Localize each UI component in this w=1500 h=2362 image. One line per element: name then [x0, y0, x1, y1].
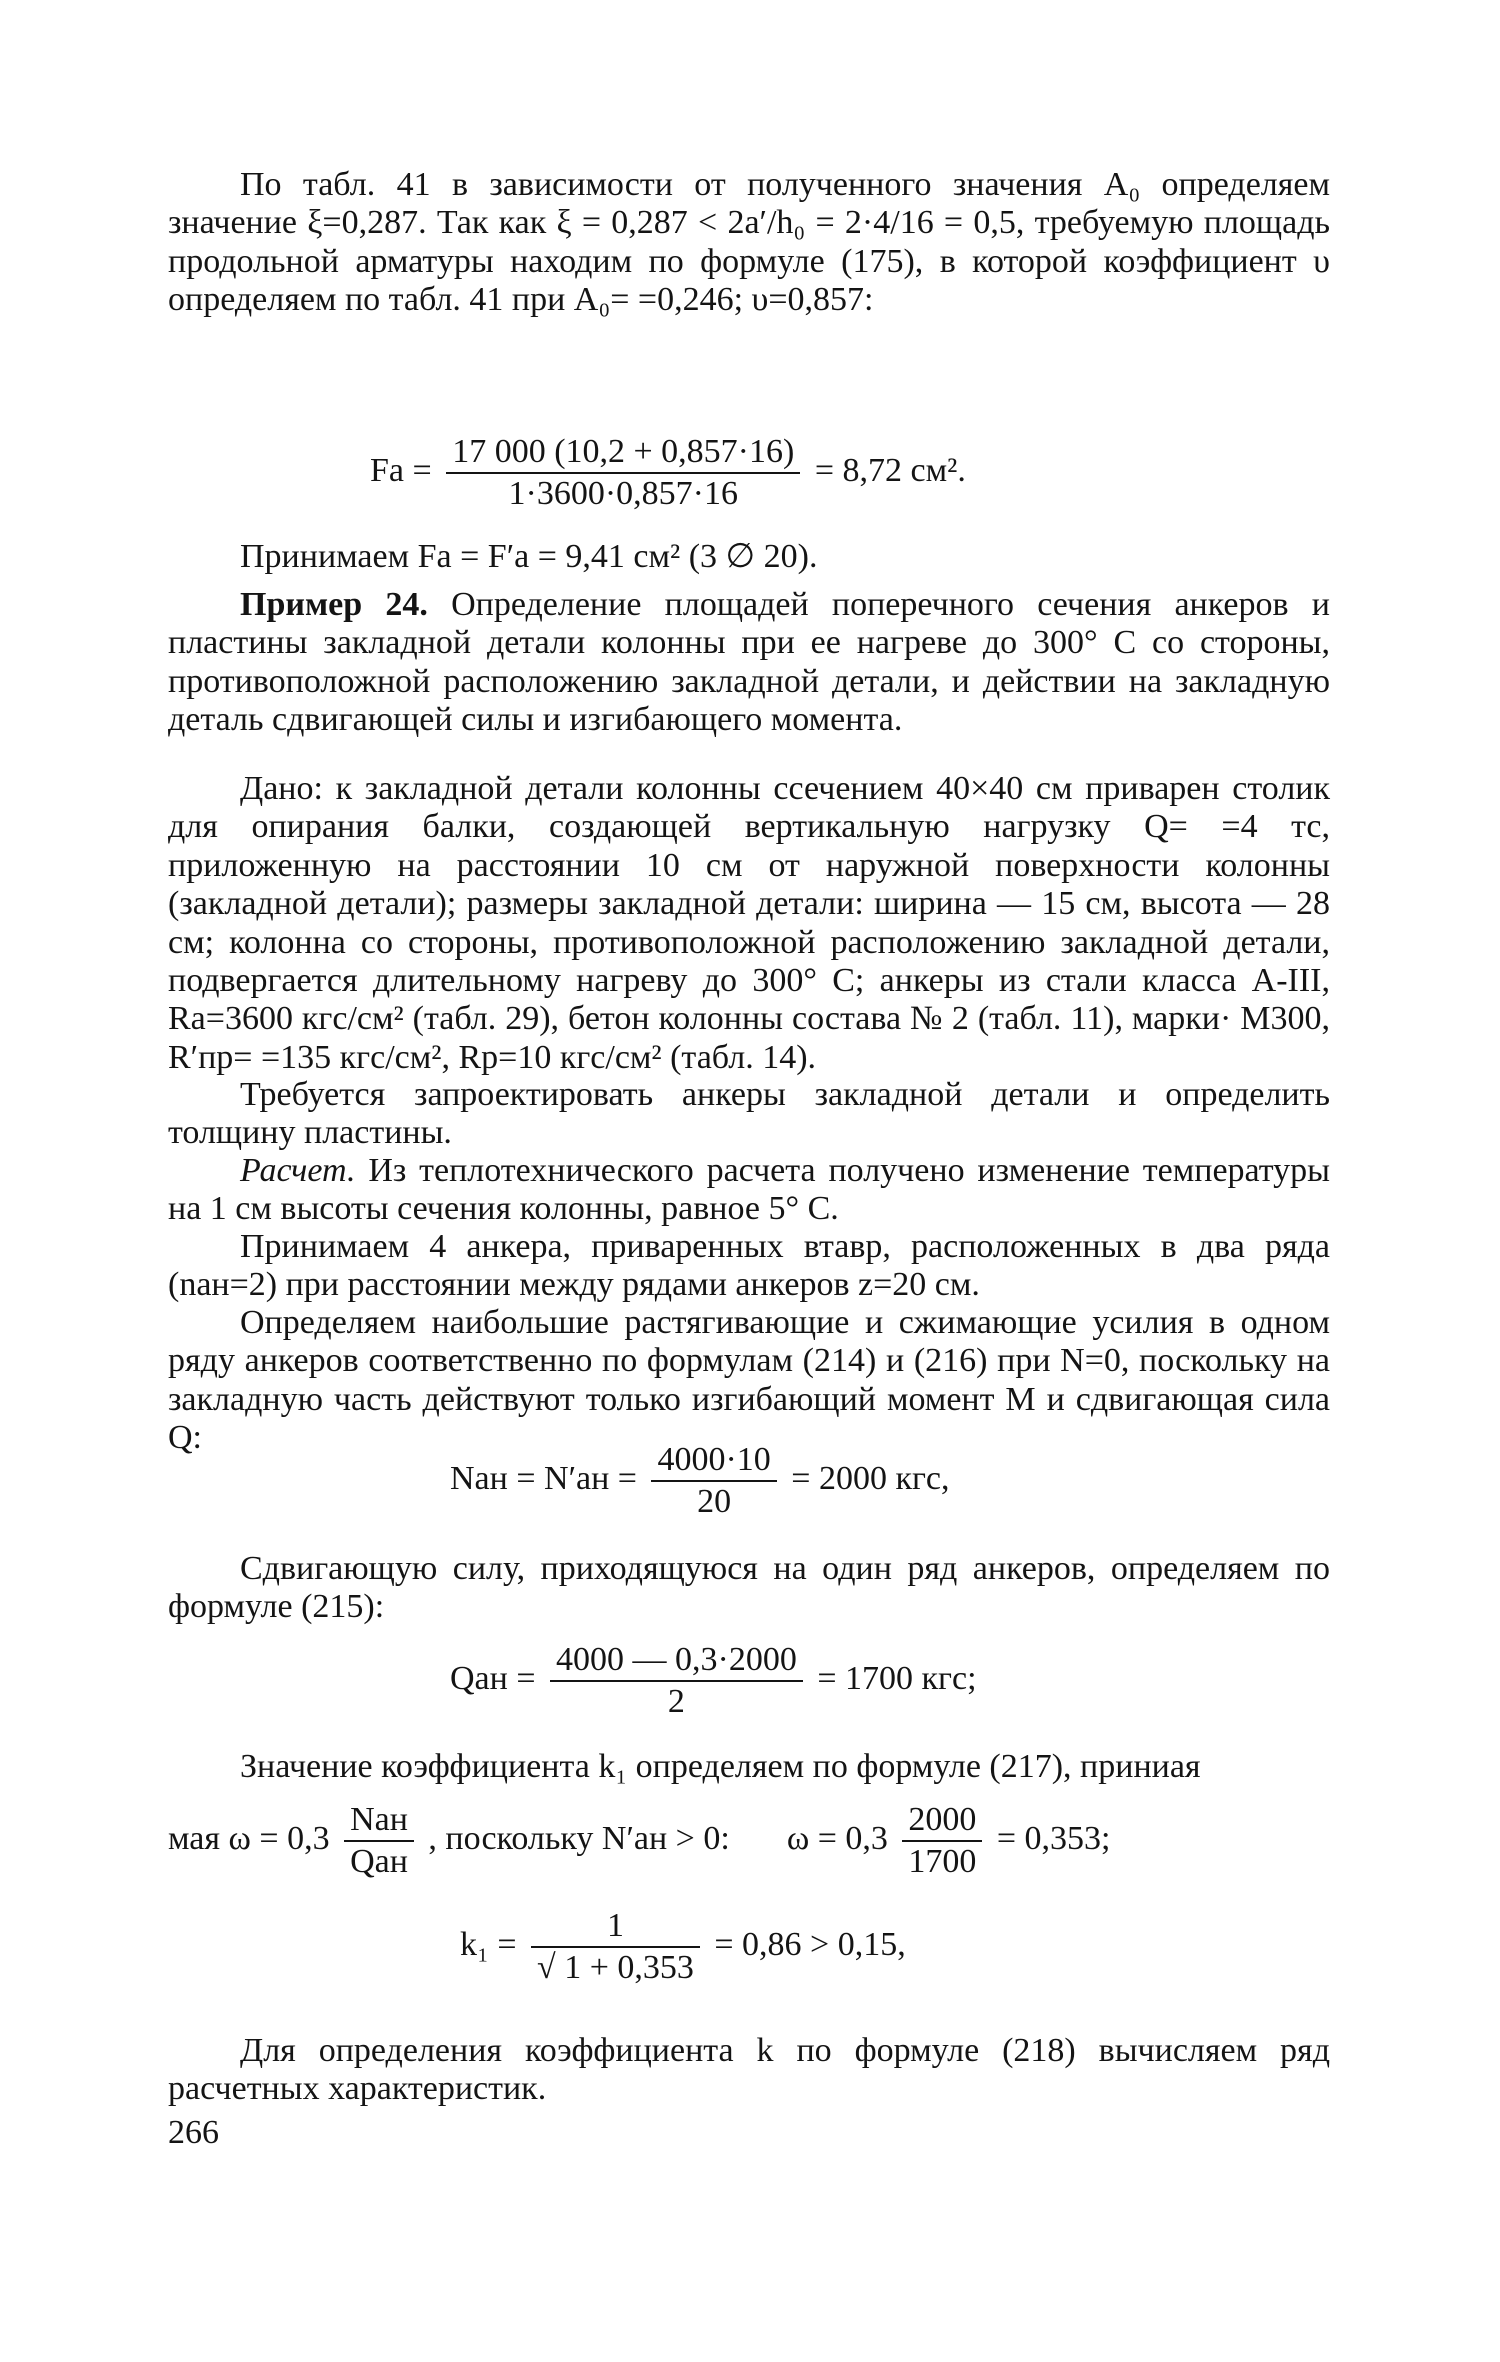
formula-k1-rhs: = 0,86 > 0,15, — [714, 1925, 906, 1963]
formula-k1-lhs: k₁ = — [460, 1925, 517, 1963]
formula-omega-denominator-2: 1700 — [908, 1843, 977, 1880]
paragraph-6 — [168, 1152, 1330, 1229]
formula-omega-rhs: = 0,353; — [996, 1819, 1111, 1857]
formula-omega-denominator-1: Qан — [350, 1843, 408, 1880]
paragraph-9: Сдвигающую силу, приходящуюся на один ряд анкеров, определяем по формуле (215): — [168, 1550, 1330, 1626]
formula-fa-lhs: Fа = — [370, 451, 432, 489]
formula-k1-numerator: 1 — [531, 1906, 700, 1948]
formula-fa-denominator: 1·3600·0,857·16 — [508, 475, 738, 512]
formula-omega-condition: , поскольку N′ан > 0: — [428, 1819, 730, 1857]
formula-fa — [370, 432, 966, 514]
formula-omega-fraction-2 — [902, 1800, 982, 1882]
formula-nan-fraction — [651, 1440, 776, 1522]
paragraph-2: Принимаем Fа = F′а = 9,41 см² (3 ∅ 20). — [240, 538, 818, 575]
page-number: 266 — [168, 2114, 219, 2151]
formula-qan-rhs: = 1700 кгс; — [817, 1659, 977, 1697]
paragraph-5: Требуется запроектировать анкеры закладной детали и определить толщину пластины. — [168, 1076, 1330, 1152]
paragraph-8: Определяем наибольшие растягивающие и сжимающие усилия в одном ряду анкеров соответственно по формулам (214) и (216) при N=0, поскольку на закладную часть действуют только изгибающий момент M и сдвигающая сила Q: — [168, 1304, 1330, 1457]
formula-omega — [168, 1800, 1111, 1882]
paragraph-3 — [168, 586, 1330, 740]
formula-nan-numerator: 4000·10 — [651, 1440, 776, 1482]
paragraph-11: Для определения коэффициента k по формуле (218) вычисляем ряд расчетных характеристик. — [168, 2032, 1330, 2108]
formula-omega-lhs: ω = 0,3 — [786, 1819, 888, 1857]
formula-k1-denominator: √ 1 + 0,353 — [537, 1949, 694, 1986]
formula-qan-numerator: 4000 — 0,3·2000 — [550, 1640, 803, 1682]
formula-omega-lead: мая ω = 0,3 — [168, 1819, 330, 1857]
example-text: Определение площадей поперечного сечения анкеров и пластины закладной детали колонны при ее нагреве до 300° C со стороны, противоположной расположению закладной детали, и действии на закладную деталь сдвигающей силы и изгибающего момента. — [168, 586, 1331, 739]
formula-qan-denominator: 2 — [667, 1683, 685, 1720]
paragraph-10: Значение коэффициента k₁ определяем по формуле (217), приниая — [240, 1748, 1201, 1785]
formula-fa-numerator: 17 000 (10,2 + 0,857·16) — [446, 432, 800, 474]
formula-nan — [450, 1440, 950, 1522]
formula-k1-fraction — [531, 1906, 700, 1988]
formula-qan-fraction — [550, 1640, 803, 1722]
formula-fa-fraction — [446, 432, 800, 514]
formula-omega-numerator-1: Nан — [344, 1800, 414, 1842]
paragraph-4: Дано: к закладной детали колонны ссечением 40×40 см приварен столик для опирания балки, создающей вертикальную нагрузку Q= =4 тс, приложенную на расстоянии 10 см от наружной поверхности колонны (закладной детали); размеры закладной детали: ширина — 15 см, высота — 28 см; колонна со стороны, противоположной расположению закладной детали, подвергается длительному нагреву до 300° C; анкеры из стали класса A-III, Rа=3600 кгс/см² (табл. 29), бетон колонны состава № 2 (табл. 11), марки· M300, R′пр= =135 кгс/см², Rр=10 кгс/см² (табл. 14). — [168, 770, 1330, 1076]
formula-omega-fraction-1 — [344, 1800, 414, 1882]
example-heading: Пример 24. — [240, 586, 428, 623]
calculation-text: Из теплотехнического расчета получено изменение температуры на 1 см высоты сечения колонны, равное 5° C. — [168, 1152, 1331, 1228]
formula-nan-rhs: = 2000 кгс, — [791, 1459, 950, 1497]
calculation-label: Расчет. — [240, 1152, 356, 1189]
formula-qan-lhs: Qан = — [450, 1659, 536, 1697]
formula-k1 — [460, 1906, 906, 1988]
formula-nan-denominator: 20 — [697, 1483, 732, 1520]
formula-qan — [450, 1640, 977, 1722]
formula-omega-numerator-2: 2000 — [902, 1800, 982, 1842]
formula-fa-rhs: = 8,72 см². — [814, 451, 966, 489]
paragraph-1: По табл. 41 в зависимости от полученного значения A₀ определяем значение ξ=0,287. Так как ξ = 0,287 < 2a′/h₀ = 2·4/16 = 0,5, требуемую площадь продольной арматуры находим по формуле (175), в которой коэффициент υ определяем по табл. 41 при A₀= =0,246; υ=0,857: — [168, 166, 1330, 319]
paragraph-7: Принимаем 4 анкера, приваренных втавр, расположенных в два ряда (nан=2) при расстоянии между рядами анкеров z=20 см. — [168, 1228, 1330, 1304]
formula-nan-lhs: Nан = N′ан = — [450, 1459, 637, 1497]
